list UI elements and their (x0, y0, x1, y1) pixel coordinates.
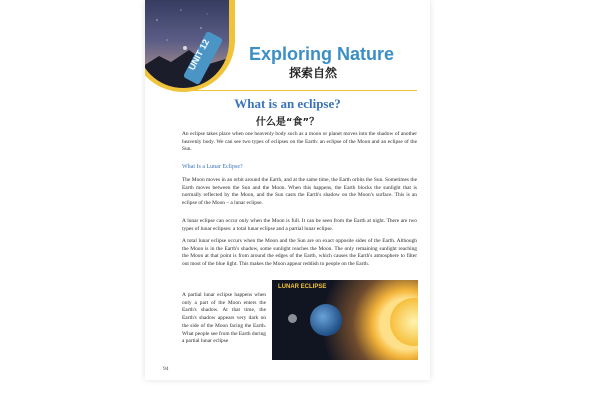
moon-illustration (288, 314, 297, 323)
unit-title-chinese: 探索自然 (289, 66, 338, 80)
lunar-eclipse-figure (272, 280, 418, 360)
divider (181, 90, 417, 91)
unit-label: UNIT 12 (186, 37, 212, 72)
page-number: 94 (163, 366, 169, 372)
paragraph-orbit: The Moon moves in an orbit around the Earth, and at the same time, the Earth orbits the Sun. Sometimes the Earth moves between the Sun and the Moon. When this happens, the Earth blocks the sunlight that is normally reflected by the Moon, and the Sun casts the Earth's shadow on the Moon's surface. This is an eclipse of the Moon – a lunar eclipse. (182, 177, 417, 207)
paragraph-full-moon: A lunar eclipse can occur only when the Moon is full. It can be seen from the Earth at night. There are two types of lunar eclipses: a total lunar eclipse and a partial lunar eclipse. (182, 218, 417, 232)
figure-title: LUNAR ECLIPSE (278, 284, 327, 290)
paragraph-partial-eclipse: A partial lunar eclipse happens when only a part of the Moon enters the Earth's shadow. At that time, the Earth's shadow appears very dark on the side of the Moon facing the Earth. What people see from the Earth during a partial lunar eclipse (182, 292, 266, 345)
sun-illustration (390, 298, 418, 346)
paragraph-total-eclipse: A total lunar eclipse occurs when the Moon and the Sun are on exact opposite sides of the Earth. Although the Moon is in the Earth's shadow, some sunlight reaches the Moon. The only remaining sunlight reaching the Moon at that point is from around the edges of the Earth, which causes the Earth's atmosphere to filter out most of the blue light. This makes the Moon appear reddish to people on the Earth. (182, 238, 417, 268)
page-heading-chinese: 什么是“食”？ (255, 117, 320, 128)
page-heading: What is an eclipse? (234, 96, 341, 111)
textbook-page (145, 0, 430, 380)
subheading: What Is a Lunar Eclipse? (182, 164, 243, 170)
unit-title: Exploring Nature (249, 44, 395, 64)
intro-paragraph: An eclipse takes place when one heavenly body such as a moon or planet moves into the shadow of another heavenly body. We can see two types of eclipses on the Earth: an eclipse of the Moon and an eclipse of the Sun. (182, 131, 417, 153)
earth-illustration (310, 304, 342, 336)
